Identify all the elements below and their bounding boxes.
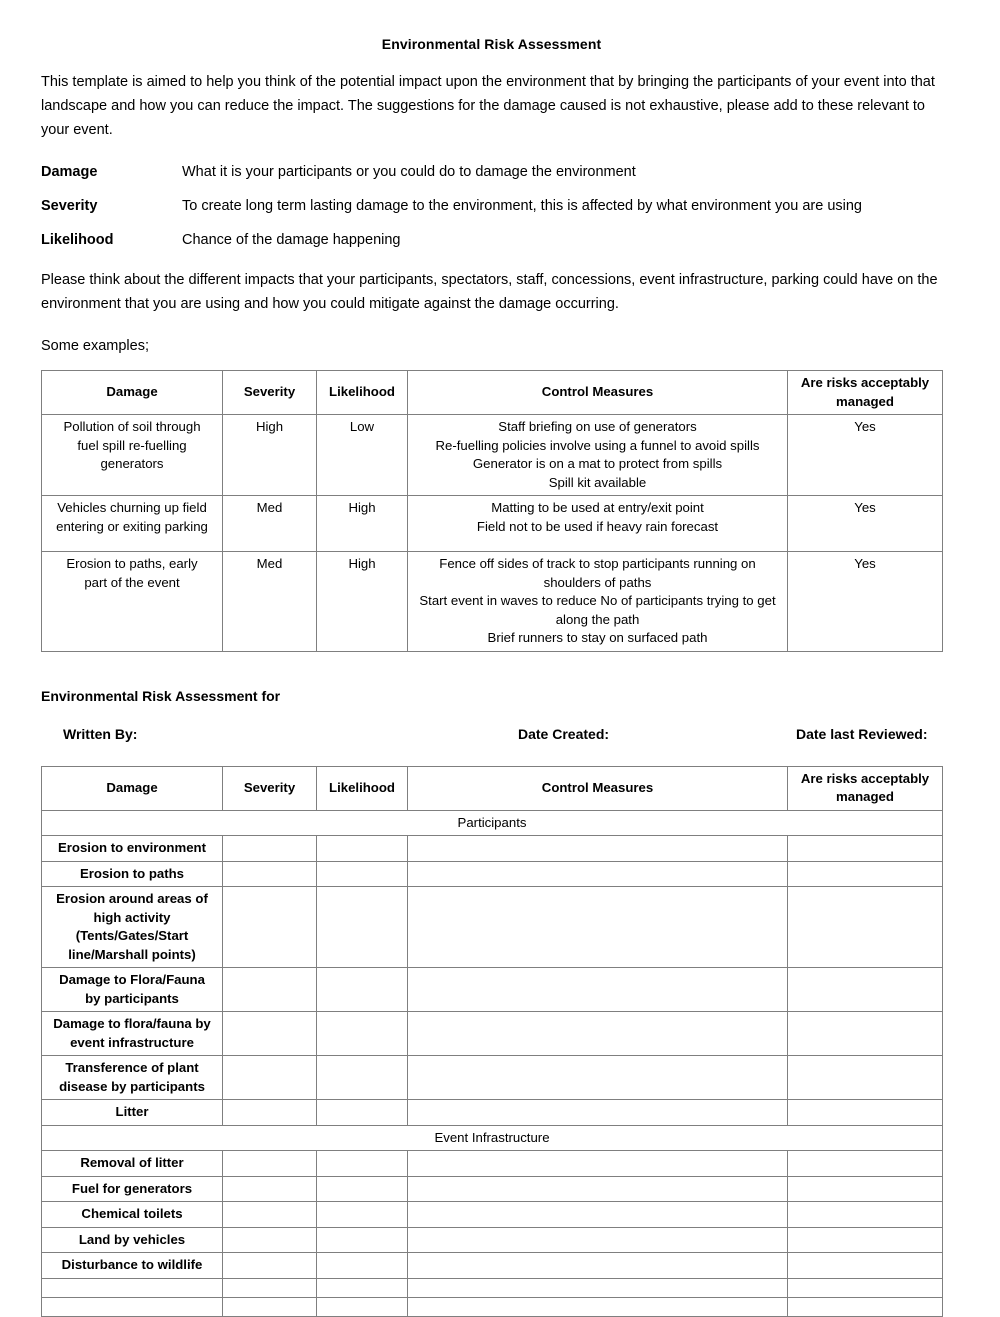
definition-desc-damage: What it is your participants or you could do to damage the environment [182,164,636,180]
damage-line: entering or exiting parking [56,518,208,534]
cell-damage [42,415,223,496]
cell-managed[interactable] [788,1012,943,1056]
section-title-event-infrastructure: Event Infrastructure [42,1125,943,1151]
cell-severity[interactable] [223,836,317,862]
cell-control-measures[interactable] [408,836,788,862]
date-last-reviewed-label: Date last Reviewed: [796,725,928,742]
definition-desc-severity: To create long term lasting damage to the environment, this is affected by what environment you are using [182,198,862,214]
header-likelihood: Likelihood [317,371,408,415]
damage-line: generators [100,456,164,471]
section-spacer [41,652,942,688]
assessment-meta-row [41,726,942,752]
header-control-measures: Control Measures [408,766,788,810]
cell-control-measures [408,552,788,652]
definition-term-likelihood: Likelihood [41,232,114,248]
cell-managed[interactable] [788,1151,943,1177]
cell-severity[interactable] [223,1056,317,1100]
damage-line: Removal of litter [80,1155,184,1170]
examples-table [41,370,943,652]
damage-line: Disturbance to wildlife [61,1257,203,1272]
cell-control-measures[interactable] [408,1151,788,1177]
definition-severity [41,194,942,218]
definitions-list [41,160,942,252]
header-damage: Damage [42,766,223,810]
header-risks-managed: Are risks acceptably managed [788,371,943,415]
cell-severity[interactable] [223,1176,317,1202]
damage-line: fuel spill re-fuelling [77,437,187,453]
cell-severity: High [223,415,317,496]
damage-line: event infrastructure [70,1034,194,1050]
cell-damage [42,968,223,1012]
page-title: Environmental Risk Assessment [381,36,602,52]
cell-damage [42,1227,223,1253]
control-measure-line: Fence off sides of track to stop participants running on shoulders of paths [439,556,756,590]
cell-damage [42,1176,223,1202]
cell-severity[interactable] [223,968,317,1012]
table-row [42,552,943,652]
damage-line: Fuel for generators [71,1180,193,1196]
cell-control-measures[interactable] [408,1227,788,1253]
cell-likelihood[interactable] [317,1100,408,1126]
cell-likelihood[interactable] [317,861,408,887]
cell-control-measures[interactable] [408,1253,788,1279]
table-row [42,1202,943,1228]
control-measure-line: Generator is on a mat to protect from spills [472,456,723,471]
assessment-table-header-row [42,766,943,810]
control-measure-line: Re-fuelling policies involve using a funnel to avoid spills [435,437,760,453]
section-header-row [42,810,943,836]
table-row [42,861,943,887]
cell-managed[interactable] [788,1227,943,1253]
header-control-measures: Control Measures [408,371,788,415]
cell-severity[interactable] [223,1100,317,1126]
damage-line: Erosion around areas of [56,891,208,906]
definition-term-damage: Damage [41,164,98,180]
examples-label: Some examples; [41,338,149,354]
cell-severity[interactable] [223,1297,317,1316]
cell-damage [42,887,223,968]
cell-managed: Yes [788,552,943,652]
cell-managed[interactable] [788,1202,943,1228]
cell-likelihood[interactable] [317,887,408,968]
control-measure-line: Field not to be used if heavy rain forecast [476,518,719,534]
table-row [42,1297,943,1316]
date-created-label: Date Created: [518,725,610,742]
table-row [42,1278,943,1297]
cell-managed[interactable] [788,1100,943,1126]
cell-control-measures[interactable] [408,887,788,968]
cell-managed[interactable] [788,836,943,862]
cell-severity[interactable] [223,1012,317,1056]
cell-damage [42,552,223,652]
definition-likelihood [41,228,942,252]
cell-damage [42,496,223,552]
cell-likelihood: Low [317,415,408,496]
examples-table-header-row [42,371,943,415]
cell-likelihood[interactable] [317,836,408,862]
cell-control-measures[interactable] [408,1100,788,1126]
cell-managed: Yes [788,415,943,496]
written-by-label: Written By: [63,725,138,742]
intro-paragraph: This template is aimed to help you think of the potential impact upon the environment that by bringing the participants of your event into that landscape and how you can reduce the impact. The suggestions for the damage caused is not exhaustive, please add to these relevant to your event. [41,74,935,138]
table-row [42,887,943,968]
damage-line: part of the event [84,574,180,590]
table-row [42,968,943,1012]
control-measure-line: Start event in waves to reduce No of participants trying to get along the path [419,593,776,627]
cell-control-measures[interactable] [408,1056,788,1100]
cell-severity[interactable] [223,887,317,968]
cell-managed[interactable] [788,1278,943,1297]
cell-managed[interactable] [788,887,943,968]
damage-line: Damage to flora/fauna by [53,1016,211,1031]
control-measure-line: Spill kit available [548,474,647,490]
damage-line: Vehicles churning up field [57,500,207,515]
cell-damage [42,836,223,862]
header-severity: Severity [223,371,317,415]
cell-severity[interactable] [223,861,317,887]
cell-likelihood[interactable] [317,1056,408,1100]
definition-damage [41,160,942,184]
cell-control-measures[interactable] [408,1012,788,1056]
table-row [42,1056,943,1100]
cell-control-measures[interactable] [408,1297,788,1316]
cell-likelihood[interactable] [317,1012,408,1056]
cell-control-measures[interactable] [408,968,788,1012]
header-severity: Severity [223,766,317,810]
damage-line: Chemical toilets [81,1206,183,1221]
cell-damage [42,1253,223,1279]
header-likelihood: Likelihood [317,766,408,810]
control-measure-line: Brief runners to stay on surfaced path [487,630,708,645]
cell-damage [42,1056,223,1100]
table-row [42,1100,943,1126]
cell-control-measures [408,496,788,552]
cell-damage[interactable] [42,1297,223,1316]
cell-damage [42,1012,223,1056]
cell-managed: Yes [788,496,943,552]
control-measure-line: Staff briefing on use of generators [498,419,697,434]
cell-managed[interactable] [788,968,943,1012]
damage-line: Erosion to environment [57,840,206,855]
cell-damage [42,1100,223,1126]
damage-line: Damage to Flora/Fauna [59,972,205,987]
cell-severity[interactable] [223,1227,317,1253]
table-row [42,1012,943,1056]
cell-likelihood[interactable] [317,1176,408,1202]
cell-damage [42,1151,223,1177]
control-measure-line: Matting to be used at entry/exit point [491,500,704,515]
cell-severity[interactable] [223,1278,317,1297]
damage-line: (Tents/Gates/Start [75,928,189,943]
header-damage: Damage [42,371,223,415]
cell-control-measures [408,415,788,496]
cell-likelihood[interactable] [317,1278,408,1297]
cell-control-measures[interactable] [408,1278,788,1297]
table-row [42,415,943,496]
damage-line: by participants [85,990,179,1006]
cell-damage [42,861,223,887]
table-row [42,836,943,862]
damage-line: Erosion to paths, early [66,556,198,571]
damage-line: disease by participants [59,1078,205,1094]
cell-likelihood[interactable] [317,1297,408,1316]
header-risks-managed: Are risks acceptably managed [788,766,943,810]
damage-line: Litter [115,1104,149,1119]
damage-line: high activity [93,909,171,925]
section-title-participants: Participants [42,810,943,836]
cell-control-measures[interactable] [408,1202,788,1228]
cell-severity: Med [223,496,317,552]
damage-line: Pollution of soil through [63,419,201,434]
cell-control-measures[interactable] [408,861,788,887]
table-row [42,1151,943,1177]
assessment-heading: Environmental Risk Assessment for [41,687,281,704]
cell-managed[interactable] [788,1056,943,1100]
cell-severity[interactable] [223,1202,317,1228]
cell-severity[interactable] [223,1151,317,1177]
cell-likelihood[interactable] [317,968,408,1012]
table-row [42,496,943,552]
cell-likelihood[interactable] [317,1151,408,1177]
cell-managed[interactable] [788,1253,943,1279]
definition-desc-likelihood: Chance of the damage happening [182,232,401,248]
cell-severity: Med [223,552,317,652]
cell-managed[interactable] [788,1176,943,1202]
cell-managed[interactable] [788,861,943,887]
section-header-row [42,1125,943,1151]
table-row [42,1253,943,1279]
cell-likelihood[interactable] [317,1227,408,1253]
cell-likelihood[interactable] [317,1202,408,1228]
cell-control-measures[interactable] [408,1176,788,1202]
damage-line: Transference of plant [65,1060,199,1075]
damage-line: Land by vehicles [78,1231,186,1247]
damage-line: line/Marshall points) [68,946,196,962]
cell-likelihood: High [317,552,408,652]
guidance-paragraph: Please think about the different impacts that your participants, spectators, staff, concessions, event infrastructure, parking could have on the environment that you are using and how you could mitigate against the damage occurring. [41,272,938,312]
cell-damage [42,1202,223,1228]
cell-damage[interactable] [42,1278,223,1297]
table-row [42,1176,943,1202]
definition-term-severity: Severity [41,198,98,214]
cell-managed[interactable] [788,1297,943,1316]
damage-line: Erosion to paths [79,865,185,881]
cell-likelihood: High [317,496,408,552]
table-row [42,1227,943,1253]
cell-severity[interactable] [223,1253,317,1279]
cell-likelihood[interactable] [317,1253,408,1279]
